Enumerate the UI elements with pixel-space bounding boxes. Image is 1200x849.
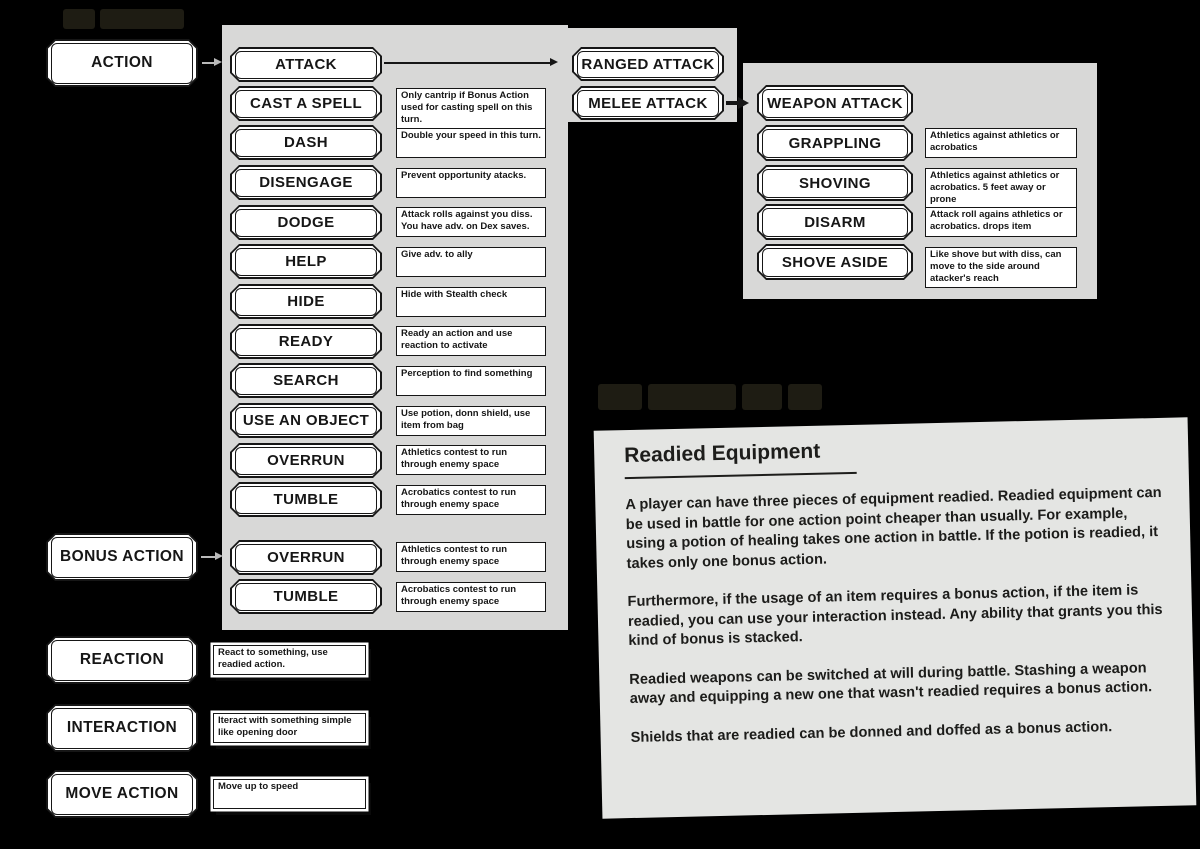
node-tumble <box>230 482 382 517</box>
node-reaction-label: REACTION <box>79 651 165 668</box>
node-shove-aside <box>757 244 913 280</box>
obscured-heading-word <box>648 384 736 410</box>
node-dash-label: DASH <box>283 134 329 151</box>
node-attack <box>230 47 382 82</box>
node-search <box>230 363 382 398</box>
desc-disarm: Attack roll agains athletics or acrobatics. drops item <box>925 207 1077 237</box>
desc-ready: Ready an action and use reaction to activate <box>396 326 546 356</box>
arrow-head-icon <box>738 97 749 109</box>
node-dodge <box>230 205 382 240</box>
desc-interaction: Iteract with something simple like opening door <box>213 713 366 743</box>
desc-overrun: Athletics contest to run through enemy space <box>396 445 546 475</box>
readied-equipment-heading: Readied Equipment <box>624 439 857 479</box>
desc-bonus-tumble: Acrobatics contest to run through enemy space <box>396 582 546 612</box>
node-disengage-label: DISENGAGE <box>259 174 353 191</box>
desc-tumble: Acrobatics contest to run through enemy space <box>396 485 546 515</box>
node-cast-a-spell <box>230 86 382 121</box>
desc-dash: Double your speed in this turn. <box>396 128 546 158</box>
node-overrun-label: OVERRUN <box>267 452 345 469</box>
node-bonus-tumble-label: TUMBLE <box>273 588 339 605</box>
desc-move-action: Move up to speed <box>213 779 366 809</box>
node-bonus-action <box>46 533 198 581</box>
desc-hide: Hide with Stealth check <box>396 287 546 317</box>
node-shove-aside-label: SHOVE ASIDE <box>781 253 889 271</box>
readied-equipment-panel <box>594 417 1197 818</box>
node-disarm-label: DISARM <box>804 213 866 231</box>
readied-equipment-paragraph: Shields that are readied can be donned and doffed as a bonus action. <box>630 718 1113 746</box>
node-attack-label: ATTACK <box>275 56 337 73</box>
desc-shove-aside: Like shove but with diss, can move to the side around atacker's reach <box>925 247 1077 288</box>
node-action-label: ACTION <box>91 54 153 71</box>
node-action <box>46 39 198 87</box>
node-use-an-object <box>230 403 382 438</box>
node-shoving-label: SHOVING <box>799 174 871 192</box>
node-reaction <box>46 636 198 684</box>
arrow-head-icon <box>215 552 223 560</box>
node-hide <box>230 284 382 319</box>
node-weapon-attack <box>757 85 913 121</box>
node-interaction-label: INTERACTION <box>66 719 178 736</box>
desc-shoving: Athletics against athletics or acrobatics. 5 feet away or prone <box>925 168 1077 209</box>
desc-reaction: React to something, use readied action. <box>213 645 366 675</box>
obscured-title-word <box>100 9 184 29</box>
node-search-label: SEARCH <box>273 372 339 389</box>
desc-help: Give adv. to ally <box>396 247 546 277</box>
node-grappling-label: GRAPPLING <box>788 134 882 152</box>
node-ready <box>230 324 382 359</box>
node-move-action-label: MOVE ACTION <box>65 785 179 802</box>
desc-bonus-overrun: Athletics contest to run through enemy space <box>396 542 546 572</box>
node-tumble-label: TUMBLE <box>273 491 339 508</box>
node-melee-attack <box>572 86 724 120</box>
obscured-heading-word <box>598 384 642 410</box>
node-bonus-overrun <box>230 540 382 575</box>
obscured-heading-word <box>742 384 782 410</box>
node-dodge-label: DODGE <box>277 214 335 231</box>
readied-equipment-paragraph: A player can have three pieces of equipment readied. Readied equipment can be used in battle for one action point cheaper than usually. For example, using a potion of healing takes one action in battle. If the potion is readied, it takes only one bonus action. <box>625 484 1162 572</box>
desc-cast-a-spell: Only cantrip if Bonus Action used for casting spell on this turn. <box>396 88 546 129</box>
arrow-head-icon <box>214 58 222 66</box>
node-disarm <box>757 204 913 240</box>
node-bonus-tumble <box>230 579 382 614</box>
node-ready-label: READY <box>278 333 334 350</box>
node-ranged-attack-label: RANGED ATTACK <box>581 55 715 73</box>
desc-use-an-object: Use potion, donn shield, use item from bag <box>396 406 546 436</box>
node-grappling <box>757 125 913 161</box>
desc-search: Perception to find something <box>396 366 546 396</box>
desc-grappling: Athletics against athletics or acrobatics <box>925 128 1077 158</box>
node-weapon-attack-label: WEAPON ATTACK <box>767 94 903 112</box>
readied-equipment-paragraph: Readied weapons can be switched at will during battle. Stashing a weapon away and equipping a new one that wasn't readied requires a bonus action. <box>629 659 1153 708</box>
node-dash <box>230 125 382 160</box>
desc-disengage: Prevent opportunity atacks. <box>396 168 546 198</box>
node-melee-attack-label: MELEE ATTACK <box>588 94 708 112</box>
arrow-head-icon <box>550 58 558 66</box>
node-ranged-attack <box>572 47 724 81</box>
node-bonus-overrun-label: OVERRUN <box>267 549 345 566</box>
obscured-heading-word <box>788 384 822 410</box>
node-move-action <box>46 770 198 818</box>
readied-equipment-paragraph: Furthermore, if the usage of an item requires a bonus action, if the item is readied, you can use your interaction instead. Any ability that grants you this kind of bonus is stacked. <box>627 582 1163 650</box>
node-shoving <box>757 165 913 201</box>
node-disengage <box>230 165 382 200</box>
node-help <box>230 244 382 279</box>
node-use-an-object-label: USE AN OBJECT <box>242 412 370 429</box>
node-overrun <box>230 443 382 478</box>
arrow-line <box>384 62 552 64</box>
obscured-title-word <box>63 9 95 29</box>
node-help-label: HELP <box>285 253 327 270</box>
node-cast-a-spell-label: CAST A SPELL <box>249 95 363 112</box>
node-bonus-action-label: BONUS ACTION <box>60 548 184 565</box>
node-interaction <box>46 704 198 752</box>
desc-dodge: Attack rolls against you diss. You have adv. on Dex saves. <box>396 207 546 237</box>
node-hide-label: HIDE <box>287 293 325 310</box>
